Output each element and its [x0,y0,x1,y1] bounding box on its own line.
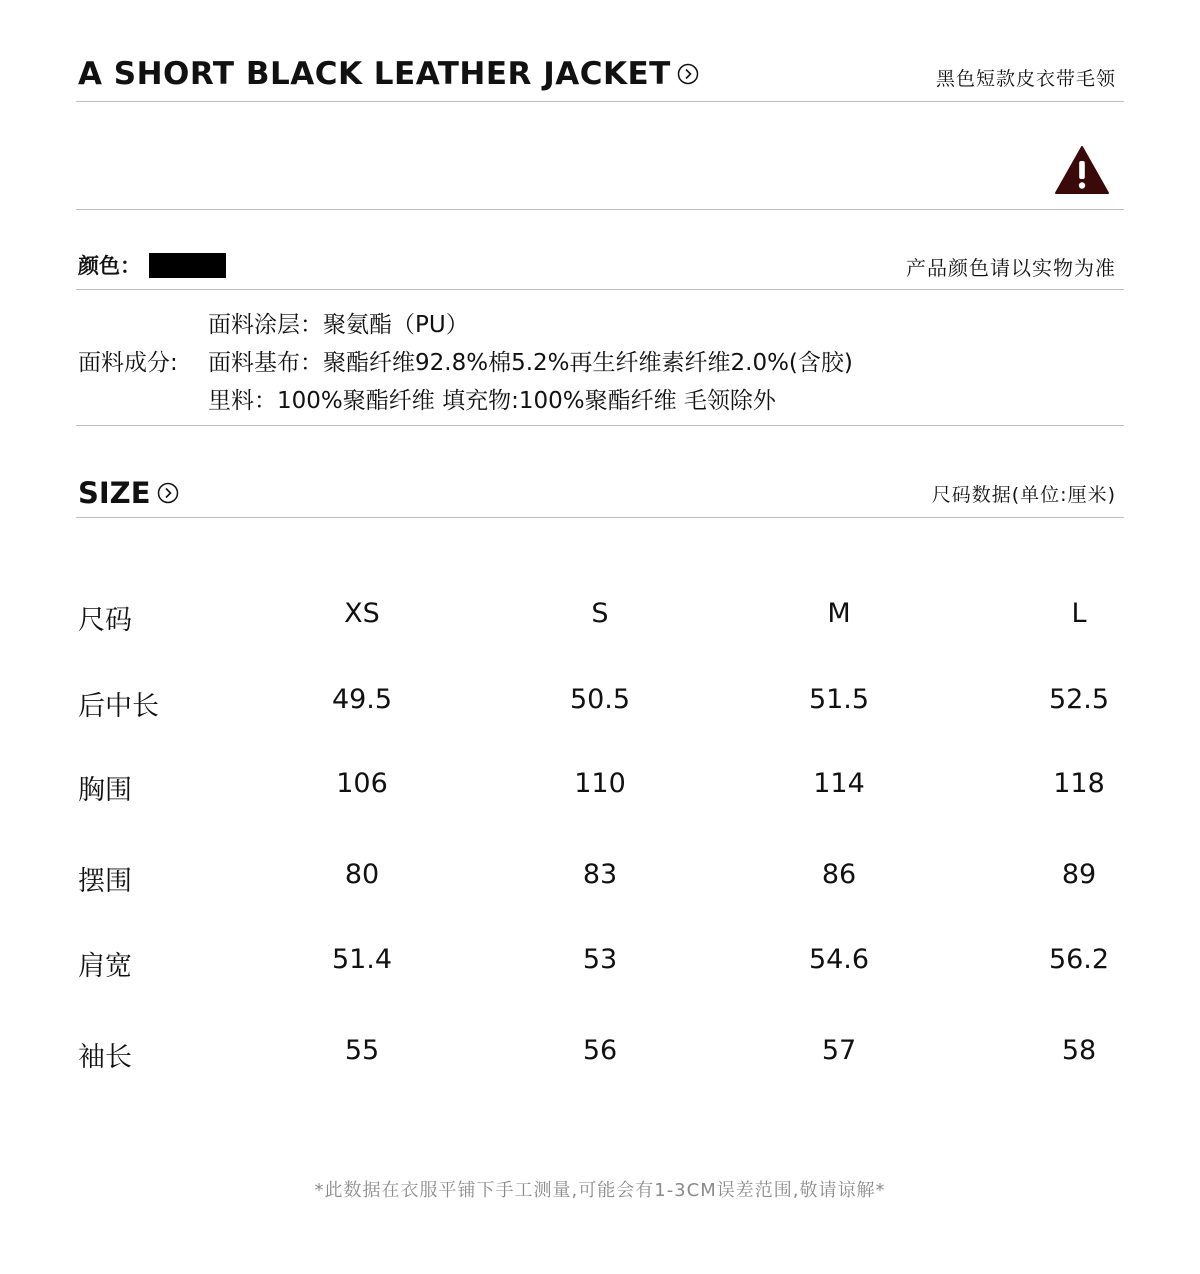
table-cell: 118 [1053,768,1105,799]
chevron-right-circle-icon [157,482,179,504]
table-row [0,859,1200,899]
color-note: 产品颜色请以实物为准 [906,256,1116,280]
table-cell: 52.5 [1048,684,1110,715]
table-row [0,944,1200,984]
color-label-text: 颜色： [78,254,141,278]
table-row [0,768,1200,808]
table-row [0,684,1200,724]
divider [76,289,1124,290]
table-cell: 89 [1061,859,1097,890]
size-heading-text: SIZE [78,476,151,510]
divider [76,425,1124,426]
warning-triangle-icon [1054,145,1110,195]
table-cell: 58 [1061,1035,1097,1066]
table-cell: 49.5 [331,684,393,715]
color-label [78,250,226,280]
row-label: 袖长 [78,1042,132,1073]
fabric-lining-line: 里料：100%聚酯纤维 填充物:100%聚酯纤维 毛领除外 [208,388,776,414]
table-cell: 86 [821,859,857,890]
fabric-base-line: 面料基布：聚酯纤维92.8%棉5.2%再生纤维素纤维2.0%(含胶) [208,350,853,376]
table-cell: 106 [336,768,388,799]
title-chinese: 黑色短款皮衣带毛领 [935,68,1116,90]
size-header-row [0,598,1200,638]
chevron-right-circle-icon [677,63,699,85]
table-cell: 50.5 [569,684,631,715]
size-xs: XS [344,598,380,629]
title-text: A SHORT BLACK LEATHER JACKET [78,56,671,92]
table-cell: 110 [574,768,626,799]
fabric-coating-line: 面料涂层：聚氨酯（PU） [208,312,469,338]
size-header-label: 尺码 [78,605,132,636]
table-cell: 80 [344,859,380,890]
size-heading [78,476,179,510]
table-cell: 54.6 [808,944,870,975]
table-cell: 56.2 [1048,944,1110,975]
table-cell: 57 [821,1035,857,1066]
size-unit-note: 尺码数据(单位:厘米) [931,484,1116,506]
row-label: 摆围 [78,866,132,897]
row-label: 胸围 [78,775,132,806]
color-swatch [149,253,226,278]
divider [76,209,1124,210]
divider [76,517,1124,518]
table-cell: 53 [582,944,618,975]
table-cell: 51.5 [808,684,870,715]
row-label: 肩宽 [78,951,132,982]
table-cell: 56 [582,1035,618,1066]
table-row [0,1035,1200,1075]
row-label: 后中长 [78,691,159,722]
table-cell: 55 [344,1035,380,1066]
divider [76,101,1124,102]
size-m: M [827,598,851,629]
fabric-label: 面料成分: [78,350,178,376]
measurement-footnote: *此数据在衣服平铺下手工测量,可能会有1-3CM误差范围,敬请谅解* [314,1180,886,1201]
size-l: L [1071,598,1087,629]
table-cell: 114 [813,768,865,799]
table-cell: 83 [582,859,618,890]
page-title [78,56,699,92]
size-s: S [591,598,609,629]
table-cell: 51.4 [331,944,393,975]
